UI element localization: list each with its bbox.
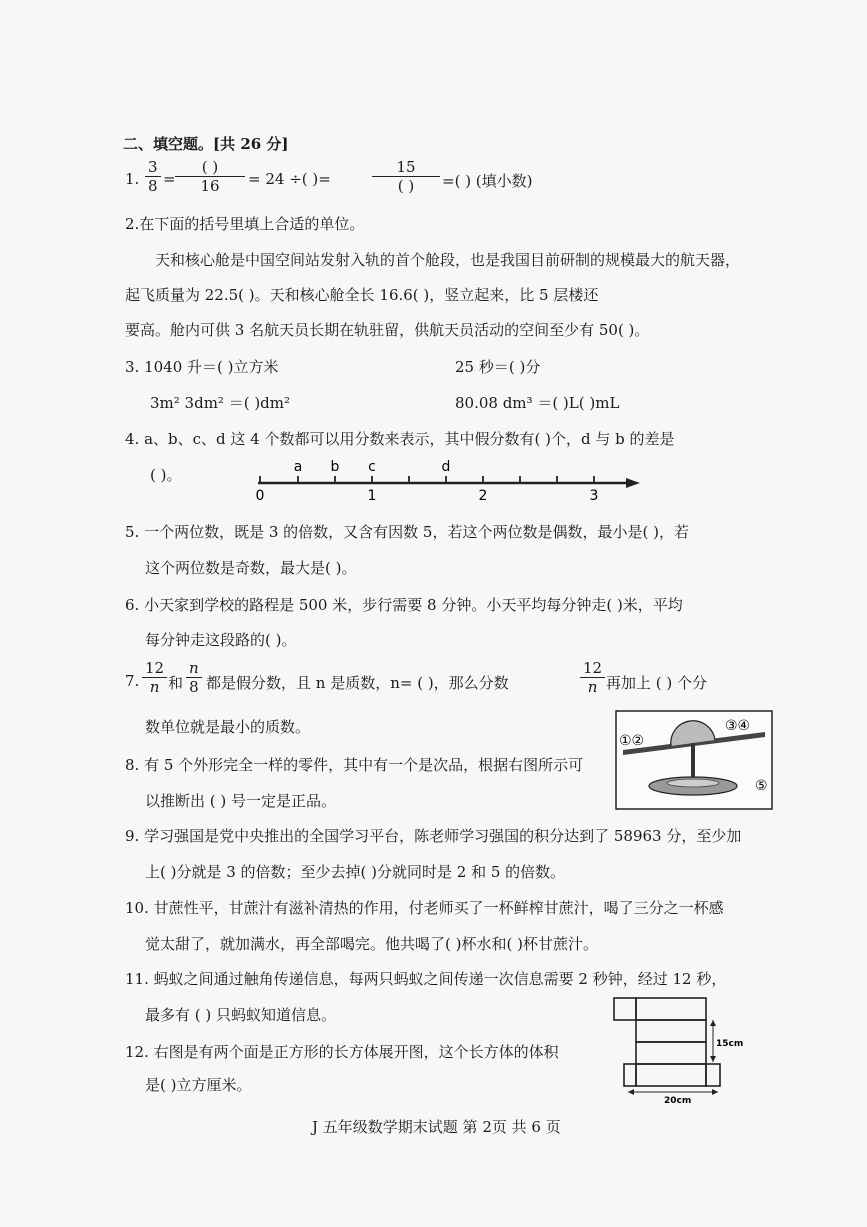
q1-division: = 24 ÷( )= [248,170,331,188]
q1-f3-numerator: 15 [372,158,440,177]
q3-item-b: 25 秒＝( )分 [455,358,541,376]
left-pan-label: ①② [619,733,645,749]
q7-fraction-12-n [142,659,167,696]
q1-f3-denominator: ( ) [397,177,415,195]
q7-tail: 再加上 ( ) 个分 [606,674,708,692]
q7-line-2: 数单位就是最小的质数。 [145,718,311,736]
aside-part-label: ⑤ [755,778,768,794]
q6-line-1: 6. 小天家到学校的路程是 500 米，步行需要 8 分钟。小天平均每分钟走( )米，平均 [125,596,683,614]
q7-fraction-n-8 [186,659,202,696]
q3-item-d: 80.08 dm³ ＝( )L( )mL [455,394,620,412]
point-label-d: d [441,459,451,475]
point-label-b: b [330,459,340,475]
point-label-a: a [293,459,303,475]
q9-line-1: 9. 学习强国是党中央推出的全国学习平台，陈老师学习强国的积分达到了 58963 分，至少加 [125,827,742,845]
q1-f2-denominator: 16 [200,177,220,195]
q7-f1-denominator: n [149,678,160,696]
q7-f2-denominator: 8 [189,678,199,696]
tick-label-2: 2 [478,488,488,504]
q12-line-1: 12. 右图是有两个面是正方形的长方体展开图，这个长方体的体积 [125,1043,559,1061]
q12-line-2: 是( )立方厘米。 [145,1076,252,1094]
q1-f1-denominator: 8 [148,177,158,195]
right-pan-label: ③④ [725,718,751,734]
q1-fraction-15-blank [372,158,440,195]
arrow-head-icon [626,478,640,488]
q2-paragraph-line-2: 起飞质量为 22.5( )。天和核心舱全长 16.6( )，竖立起来，比 5 层楼还 [125,286,599,304]
q1-fraction-3-8 [145,158,161,195]
q7-and: 和 [168,674,184,692]
q7-f3-numerator: 12 [580,659,605,678]
section-title: 二、填空题。[共 26 分] [123,135,289,153]
q7-fraction-12-n-2 [580,659,605,696]
q9-line-2: 上( )分就是 3 的倍数；至少去掉( )分就同时是 2 和 5 的倍数。 [145,863,566,881]
q1-tail: =( ) (填小数) [442,172,533,190]
q4-line-2: ( )。 [150,466,182,484]
q7-middle-text: 都是假分数，且 n 是质数，n= ( )，那么分数 [206,674,509,692]
tick-label-1: 1 [367,488,377,504]
q10-line-1: 10. 甘蔗性平，甘蔗汁有滋补清热的作用，付老师买了一杯鲜榨甘蔗汁，喝了三分之一杯感 [125,899,724,917]
page-footer: J 五年级数学期末试题 第 2页 共 6 页 [312,1118,561,1136]
q1-fraction-blank-16 [175,158,245,195]
balance-scale-figure [615,710,773,810]
q5-line-2: 这个两位数是奇数，最大是( )。 [145,559,357,577]
q1-f1-numerator: 3 [145,158,161,177]
q4-line-1: 4. a、b、c、d 这 4 个数都可以用分数来表示，其中假分数有( )个，d 与 b 的差是 [125,430,675,448]
q7-f3-denominator: n [587,678,598,696]
q2-paragraph-line-1: 天和核心舱是中国空间站发射入轨的首个舱段，也是我国目前研制的规模最大的航天器， [155,251,741,269]
q11-line-2: 最多有 ( ) 只蚂蚁知道信息。 [145,1006,337,1024]
q6-line-2: 每分钟走这段路的( )。 [145,631,297,649]
q10-line-2: 觉太甜了，就加满水，再全部喝完。他共喝了( )杯水和( )杯甘蔗汁。 [145,935,598,953]
q11-line-1: 11. 蚂蚁之间通过触角传递信息，每两只蚂蚁之间传递一次信息需要 2 秒钟，经过 12 秒， [125,970,727,988]
tick-label-3: 3 [589,488,599,504]
tick-label-0: 0 [255,488,265,504]
height-dimension-label: 15cm [716,1039,744,1049]
q3-item-c: 3m² 3dm² ＝( )dm² [150,394,291,412]
q1-number: 1. [125,170,140,188]
q2-paragraph-line-3: 要高。舱内可供 3 名航天员长期在轨驻留，供航天员活动的空间至少有 50( )。 [125,321,650,339]
box-net-figure [608,990,748,1105]
q7-f2-numerator: n [186,659,202,678]
point-label-c: c [368,459,376,475]
q8-line-1: 8. 有 5 个外形完全一样的零件，其中有一个是次品，根据右图所示可 [125,756,584,774]
q5-line-1: 5. 一个两位数，既是 3 的倍数，又含有因数 5，若这个两位数是偶数，最小是( )，若 [125,523,689,541]
q3-item-a: 3. 1040 升＝( )立方米 [125,358,279,376]
q2-title: 2.在下面的括号里填上合适的单位。 [125,215,365,233]
q8-line-2: 以推断出 ( ) 号一定是正品。 [145,792,337,810]
q1-f2-numerator: ( ) [175,158,245,177]
q7-number: 7. [125,672,140,690]
q1-equals: = [163,170,176,188]
number-line [250,455,645,505]
width-dimension-label: 20cm [664,1096,692,1105]
q7-f1-numerator: 12 [142,659,167,678]
